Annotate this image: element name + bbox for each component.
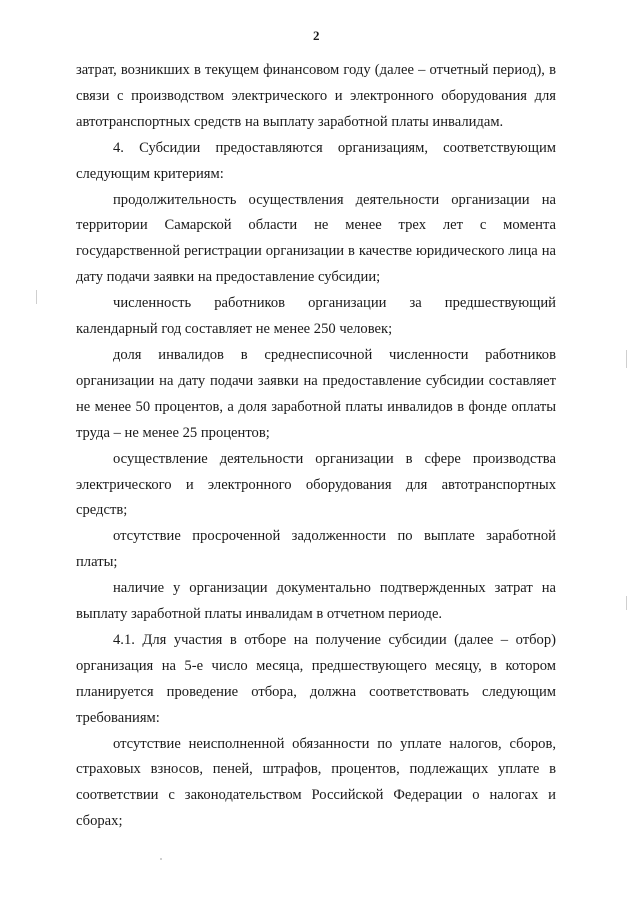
paragraph-continuation: затрат, возникших в текущем финансовом году (далее – отчетный период), в связи с производством электрического и электронного оборудования для автотранспортных средств на выплату заработной платы инвалидам. xyxy=(76,62,556,130)
paragraph-criterion-no-arrears: отсутствие просроченной задолженности по выплате заработной платы; xyxy=(76,528,556,571)
paragraph-criterion-disabled-share: доля инвалидов в среднесписочной численности работников организации на дату подачи заявки на предоставление субсидии составляет не менее 50 процентов, а доля заработной платы инвалидов в фонде оплаты труда – не менее 25 процентов; xyxy=(76,346,556,441)
scan-artifact xyxy=(36,290,37,304)
page-number: 2 xyxy=(313,28,320,43)
paragraph-clause-4-1: 4.1. Для участия в отборе на получение субсидии (далее – отбор) организация на 5-е число месяца, предшествующего месяцу, в котором планируется проведение отбора, должна соответствовать следующим требованиям: xyxy=(76,631,556,726)
paragraph-criterion-duration: продолжительность осуществления деятельности организации на территории Самарской области не менее трех лет с момента государственной регистрации организации в качестве юридического лица на дату подачи заявки на предоставление субсидии; xyxy=(76,191,556,286)
scan-artifact xyxy=(626,350,627,368)
scan-artifact xyxy=(626,596,627,610)
scan-artifact xyxy=(160,858,162,860)
paragraph-clause-4: 4. Субсидии предоставляются организациям, соответствующим следующим критериям: xyxy=(76,139,556,182)
paragraph-requirement-no-tax-debt: отсутствие неисполненной обязанности по уплате налогов, сборов, страховых взносов, пеней, штрафов, процентов, подлежащих уплате в соответствии с законодательством Российской Федерации о налогах и сборах; xyxy=(76,735,556,830)
paragraph-criterion-activity: осуществление деятельности организации в сфере производства электрического и электронного оборудования для автотранспортных средств; xyxy=(76,450,556,519)
document-body xyxy=(76,58,556,835)
paragraph-criterion-headcount: численность работников организации за предшествующий календарный год составляет не менее 250 человек; xyxy=(76,295,556,338)
paragraph-criterion-documented-costs: наличие у организации документально подтвержденных затрат на выплату заработной платы инвалидам в отчетном периоде. xyxy=(76,580,556,623)
